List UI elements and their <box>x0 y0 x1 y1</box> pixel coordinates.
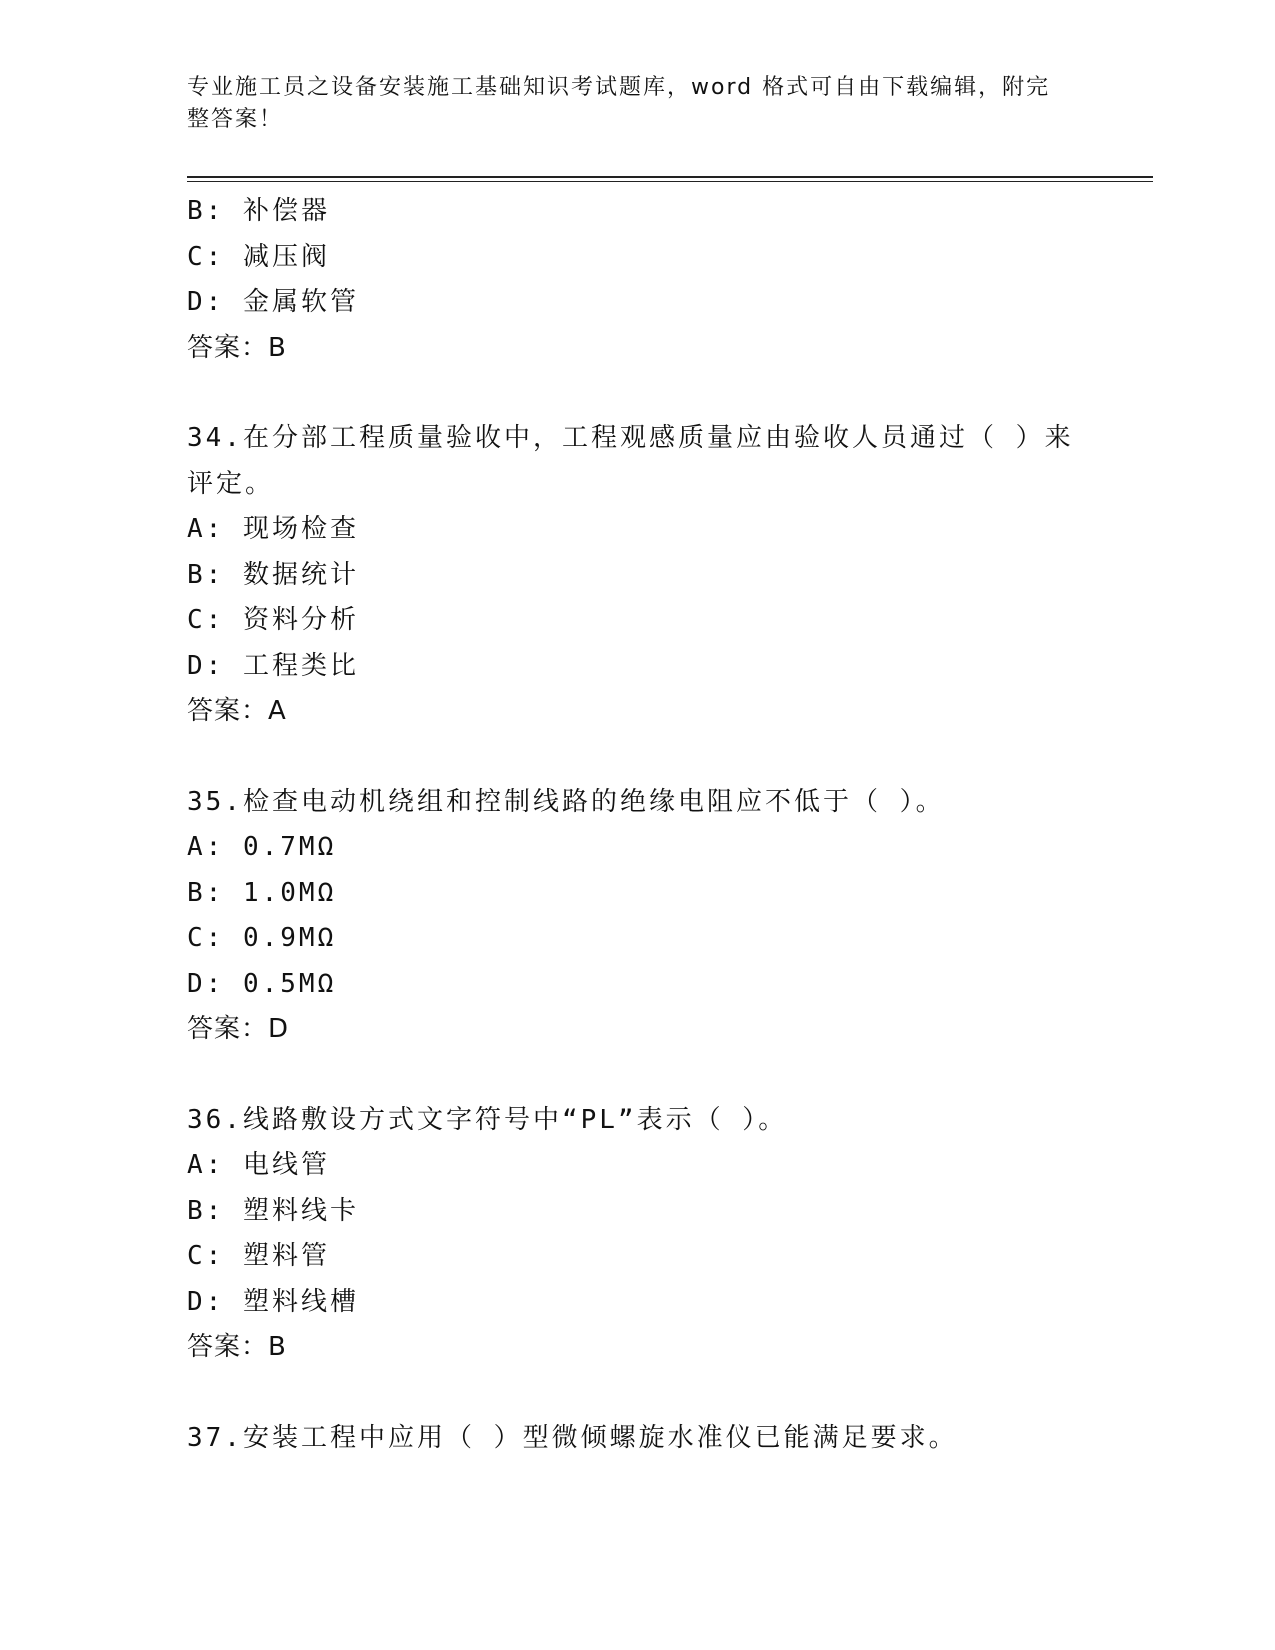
question-list <box>187 189 1087 1461</box>
option-d: D: 工程类比 <box>187 650 359 681</box>
question-37 <box>187 1416 1087 1462</box>
header-divider-thick <box>187 176 1153 178</box>
question-34 <box>187 416 1087 735</box>
answer-line: 答案：D <box>187 1014 290 1044</box>
question-stem: 37.安装工程中应用（ ）型微倾螺旋水准仪已能满足要求。 <box>187 1422 958 1453</box>
option-d: D: 金属软管 <box>187 287 359 317</box>
option-d: D: 塑料线槽 <box>187 1286 359 1317</box>
option-c: C: 资料分析 <box>187 605 359 635</box>
option-b: B: 塑料线卡 <box>187 1195 359 1226</box>
spacer <box>187 735 1087 780</box>
option-a: A: 电线管 <box>187 1150 330 1180</box>
question-35 <box>187 780 1087 1053</box>
option-c: C: 0.9MΩ <box>187 923 337 953</box>
header-line-2: 整答案！ <box>187 107 284 132</box>
answer-line: 答案：A <box>187 696 287 726</box>
option-d: D: 0.5MΩ <box>187 968 337 999</box>
spacer <box>187 1371 1087 1416</box>
spacer <box>187 1053 1087 1098</box>
answer-line: 答案：B <box>187 332 287 363</box>
option-c: C: 减压阀 <box>187 241 330 272</box>
question-stem: 34.在分部工程质量验收中，工程观感质量应由验收人员通过（ ）来 <box>187 423 1074 453</box>
option-b: B: 补偿器 <box>187 196 330 226</box>
spacer <box>187 371 1087 416</box>
document-header <box>187 72 1067 136</box>
question-stem-continued: 评定。 <box>187 468 275 499</box>
header-line-1: 专业施工员之设备安装施工基础知识考试题库，word 格式可自由下载编辑，附完 <box>187 75 1051 100</box>
option-c: C: 塑料管 <box>187 1241 330 1271</box>
header-divider-thin <box>187 181 1153 182</box>
answer-line: 答案：B <box>187 1332 287 1362</box>
option-a: A: 0.7MΩ <box>187 832 337 862</box>
question-stem: 36.线路敷设方式文字符号中“PL”表示（ ）。 <box>187 1104 788 1135</box>
question-stem: 35.检查电动机绕组和控制线路的绝缘电阻应不低于（ ）。 <box>187 786 945 817</box>
option-b: B: 1.0MΩ <box>187 877 337 908</box>
option-b: B: 数据统计 <box>187 559 359 590</box>
option-a: A: 现场检查 <box>187 514 359 544</box>
question-36 <box>187 1098 1087 1371</box>
question-33-partial <box>187 189 1087 371</box>
